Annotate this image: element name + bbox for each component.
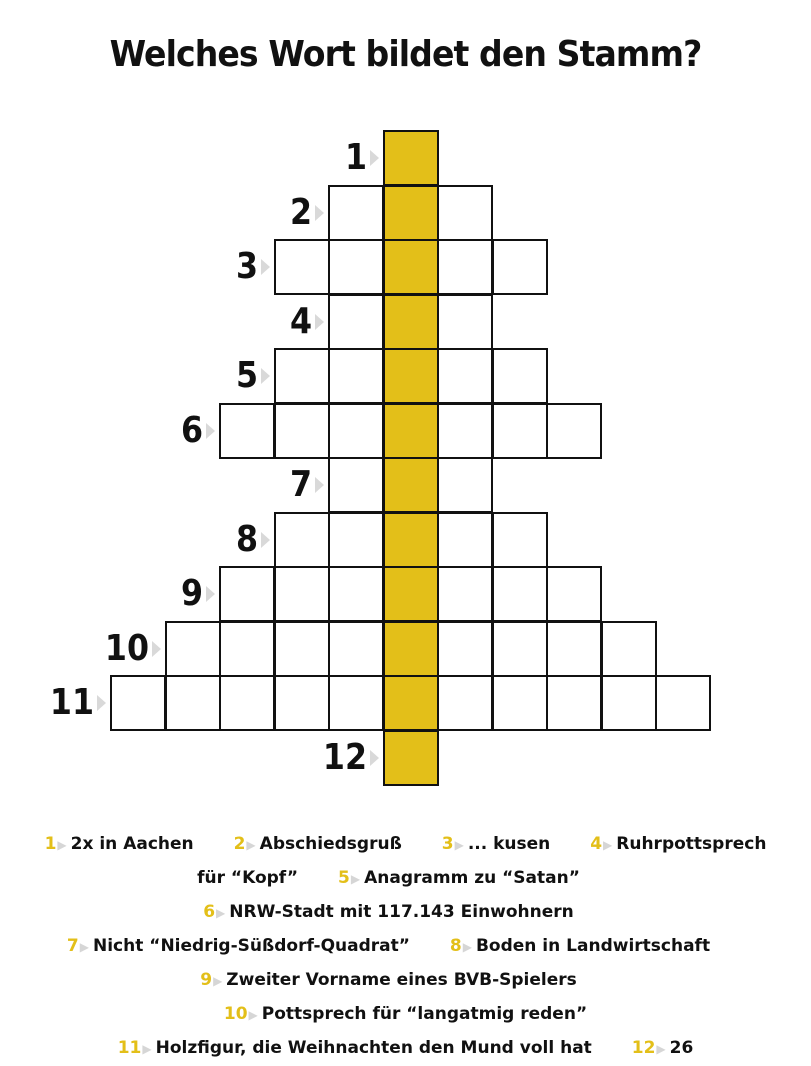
row-number: 5 (235, 355, 258, 396)
arrow-icon: ▶ (656, 1042, 666, 1056)
answer-cell[interactable] (601, 675, 657, 731)
answer-cell[interactable] (274, 403, 330, 459)
answer-cell[interactable] (546, 403, 602, 459)
clue-item (632, 1038, 694, 1058)
answer-cell[interactable] (219, 621, 275, 677)
clue-item (224, 1004, 587, 1024)
clue-text: 2x in Aachen (70, 834, 194, 854)
answer-cell[interactable] (437, 348, 493, 404)
clue-text: ... kusen (467, 834, 551, 854)
answer-cell[interactable] (328, 348, 384, 404)
answer-cell[interactable] (219, 566, 275, 622)
answer-cell[interactable] (165, 675, 221, 731)
clue-item (67, 936, 410, 956)
arrow-icon (206, 423, 215, 439)
stem-cell[interactable] (383, 239, 439, 295)
arrow-icon (315, 205, 324, 221)
answer-cell[interactable] (492, 566, 548, 622)
answer-cell[interactable] (274, 239, 330, 295)
clue-number: 10 (223, 1004, 248, 1024)
clue-item (200, 970, 577, 990)
answer-cell[interactable] (219, 675, 275, 731)
answer-cell[interactable] (328, 239, 384, 295)
stem-cell[interactable] (383, 457, 439, 513)
arrow-icon: ▶ (454, 838, 464, 852)
clue-item (234, 834, 402, 854)
answer-cell[interactable] (437, 675, 493, 731)
clue-item (118, 1038, 592, 1058)
answer-cell[interactable] (492, 403, 548, 459)
stem-cell[interactable] (383, 348, 439, 404)
clue-number: 4 (590, 834, 603, 854)
row-number: 12 (322, 736, 367, 778)
clue-number: 5 (338, 868, 350, 888)
row-number: 4 (289, 300, 312, 342)
answer-cell[interactable] (655, 675, 711, 731)
arrow-icon: ▶ (248, 1008, 258, 1022)
answer-cell[interactable] (437, 403, 493, 459)
clue-text: Pottsprech für “langatmig reden” (261, 1004, 588, 1024)
stem-cell[interactable] (383, 621, 439, 677)
answer-cell[interactable] (546, 621, 602, 677)
arrow-icon: ▶ (79, 940, 89, 954)
answer-cell[interactable] (437, 621, 493, 677)
row-number: 3 (235, 246, 258, 287)
clue-text: NRW-Stadt mit 117.143 Einwohnern (229, 902, 574, 922)
arrow-icon (370, 150, 379, 166)
arrow-icon (261, 368, 270, 384)
stem-cell[interactable] (383, 185, 439, 241)
answer-cell[interactable] (110, 675, 166, 731)
answer-cell[interactable] (492, 348, 548, 404)
clue-text: Abschiedsgruß (259, 834, 402, 854)
arrow-icon (261, 259, 270, 275)
answer-cell[interactable] (328, 294, 384, 350)
stem-cell[interactable] (383, 130, 439, 186)
answer-cell[interactable] (437, 185, 493, 241)
answer-cell[interactable] (328, 457, 384, 513)
answer-cell[interactable] (219, 403, 275, 459)
row-number: 8 (235, 518, 258, 560)
clue-item (45, 834, 194, 854)
answer-cell[interactable] (492, 621, 548, 677)
answer-cell[interactable] (274, 348, 330, 404)
clue-item (203, 902, 574, 922)
answer-cell[interactable] (437, 294, 493, 350)
row-number: 2 (289, 191, 312, 233)
clue-number: 11 (117, 1038, 142, 1058)
answer-cell[interactable] (328, 675, 384, 731)
answer-cell[interactable] (165, 621, 221, 677)
stem-cell[interactable] (383, 294, 439, 350)
answer-cell[interactable] (437, 512, 493, 568)
stem-cell[interactable] (383, 403, 439, 459)
answer-cell[interactable] (437, 239, 493, 295)
stem-cell[interactable] (383, 675, 439, 731)
arrow-icon (315, 314, 324, 330)
clue-text: Ruhrpottsprech für “Kopf” (197, 834, 767, 888)
answer-cell[interactable] (274, 621, 330, 677)
clue-text: Nicht “Niedrig-Süßdorf-Quadrat” (93, 936, 410, 956)
row-number: 1 (344, 137, 367, 178)
arrow-icon: ▶ (213, 974, 223, 988)
puzzle-title: Welches Wort bildet den Stamm? (109, 34, 702, 75)
row-number: 6 (180, 409, 203, 451)
answer-cell[interactable] (274, 512, 330, 568)
row-number: 10 (104, 627, 149, 669)
stem-cell[interactable] (383, 512, 439, 568)
arrow-icon (152, 641, 161, 657)
arrow-icon (315, 477, 324, 493)
answer-cell[interactable] (437, 566, 493, 622)
answer-cell[interactable] (546, 675, 602, 731)
arrow-icon: ▶ (350, 872, 361, 886)
clue-item (442, 834, 551, 854)
answer-cell[interactable] (274, 675, 330, 731)
answer-cell[interactable] (492, 512, 548, 568)
clue-number: 6 (203, 902, 216, 922)
stem-cell[interactable] (383, 730, 439, 786)
clue-number: 7 (66, 936, 79, 956)
answer-cell[interactable] (328, 403, 384, 459)
arrow-icon (261, 532, 270, 548)
answer-cell[interactable] (437, 457, 493, 513)
clue-number: 9 (200, 970, 213, 990)
clue-text: Anagramm zu “Satan” (364, 868, 580, 888)
clue-number: 8 (449, 936, 462, 956)
arrow-icon: ▶ (142, 1042, 152, 1056)
row-number: 9 (180, 573, 203, 614)
answer-cell[interactable] (328, 621, 384, 677)
row-number: 11 (49, 682, 94, 723)
answer-cell[interactable] (328, 185, 384, 241)
clue-text: Holzfigur, die Weihnachten den Mund voll hat (155, 1038, 592, 1058)
stem-cell[interactable] (383, 566, 439, 622)
arrow-icon: ▶ (603, 838, 613, 852)
arrow-icon: ▶ (246, 838, 256, 852)
clue-number: 12 (631, 1038, 656, 1058)
clue-list (40, 828, 771, 1066)
arrow-icon (97, 695, 106, 711)
clue-number: 2 (233, 834, 246, 854)
clue-text: Boden in Landwirtschaft (475, 936, 711, 956)
clue-text: Zweiter Vorname eines BVB-Spielers (226, 970, 577, 990)
clue-number: 1 (44, 834, 57, 854)
answer-cell[interactable] (601, 621, 657, 677)
answer-cell[interactable] (274, 566, 330, 622)
arrow-icon (206, 586, 215, 602)
clue-item (450, 936, 710, 956)
answer-cell[interactable] (328, 512, 384, 568)
answer-cell[interactable] (492, 239, 548, 295)
row-number: 7 (289, 464, 312, 505)
clue-number: 3 (441, 834, 454, 854)
answer-cell[interactable] (328, 566, 384, 622)
clue-text: 26 (669, 1038, 694, 1058)
answer-cell[interactable] (492, 675, 548, 731)
arrow-icon (370, 750, 379, 766)
arrow-icon: ▶ (462, 940, 472, 954)
arrow-icon: ▶ (57, 838, 67, 852)
clue-item (338, 868, 580, 888)
arrow-icon: ▶ (216, 906, 226, 920)
answer-cell[interactable] (546, 566, 602, 622)
